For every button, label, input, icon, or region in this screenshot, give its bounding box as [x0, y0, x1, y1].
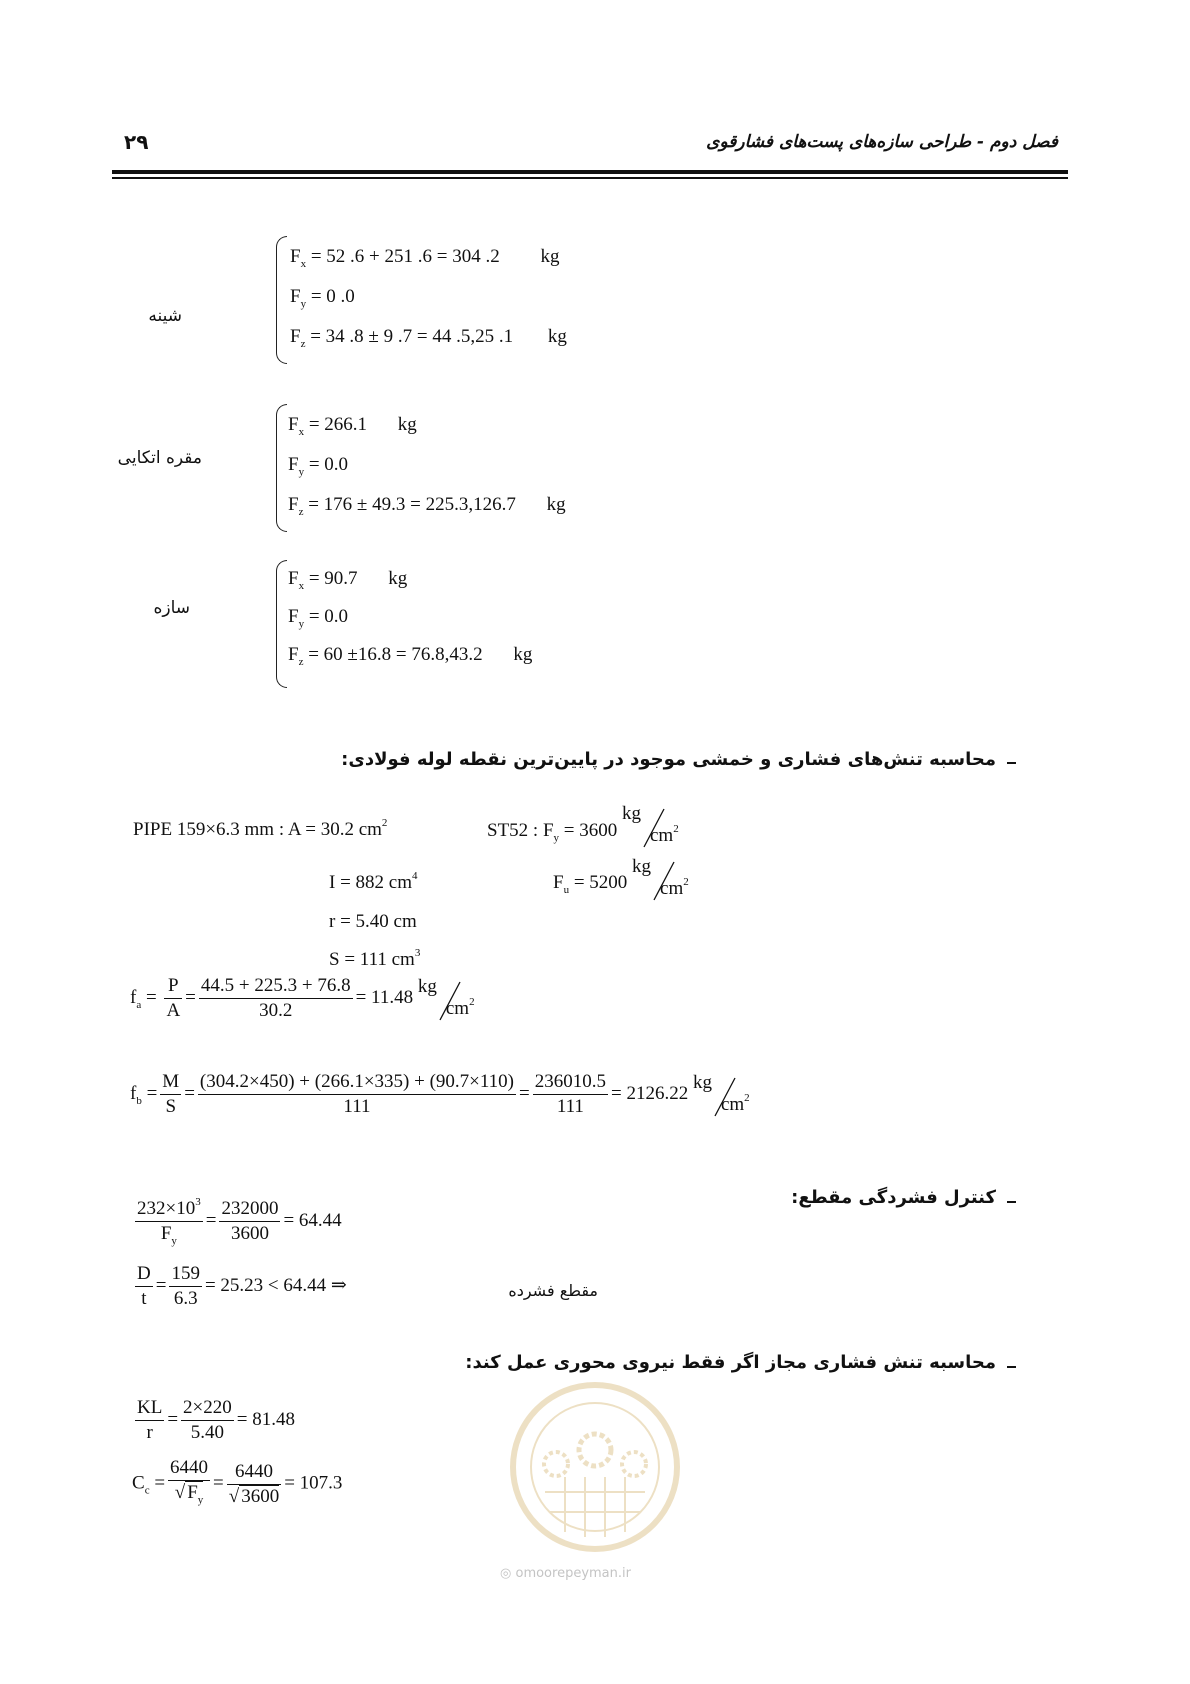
fy-line: $F_y = 0.0$ [288, 454, 349, 478]
section-heading-compactness: کنترل فشردگی مقطع: [791, 1187, 996, 1208]
chapter-title: فصل دوم - طراحی سازه‌های پست‌های فشارقوی [706, 132, 1058, 152]
fraction-p-over-a: $\frac{P}{A}$ [166, 975, 181, 1021]
compact-section-note: مقطع فشرده [508, 1281, 598, 1300]
force-group-busbar [0, 236, 1190, 366]
force-group-structure [0, 560, 1190, 690]
fx-line: $F_x = 90.7$ kg [288, 568, 408, 592]
unit-kg-per-cm2: kg $cm^2$ [692, 1071, 750, 1115]
pipe-properties-line: PIPE 159×6.3 mm : A = 30.2 $cm^2$ [133, 817, 388, 840]
inertia-line: I = 882 $cm^4$ [329, 870, 418, 893]
compactness-limit-equation: $\frac{232\times 10^3}{F_y}$ = $\frac{232000}{3600}$ = 64.44 [132, 1190, 342, 1253]
fz-line: $F_z = 176 \pm 49.3 = 225.3,126.7$ kg [288, 494, 566, 518]
bullet-dash [1007, 1201, 1016, 1203]
fraction-232e3-over-fy: $\frac{232\times 10^3}{F_y}$ [135, 1190, 203, 1253]
section-modulus-line: S = 111 $cm^3$ [329, 947, 421, 970]
unit-kg-per-cm2: kg $cm^2$ [632, 856, 689, 899]
fraction-kl-over-r: $\frac{KL}{r}$ [137, 1397, 163, 1443]
slenderness-equation: $\frac{KL}{r}$ = $\frac{2\times 220}{5.40}$ = 81.48 [137, 1397, 295, 1443]
steel-yield-line: ST52 : $F_y = 3600$ kg $cm^2$ [487, 803, 696, 849]
ultimate-strength-line: $F_u = 5200$ kg $cm^2$ [553, 856, 706, 902]
fraction-sum-over-s: $\frac{236010.5}{111}$ [534, 1071, 606, 1117]
watermark-url: ◎ omoorepeyman.ir [500, 1566, 631, 1581]
header-rule-thin [112, 177, 1068, 179]
bending-stress-equation: $f_b$ = $\frac{M}{S}$ = $\frac{(304.2\times 450) + (266.1\times 335) + (90.7\times 110)}{111}$ = $\frac{236010.5}{111}$ = 2126.22 kg $cm^2$ [130, 1070, 767, 1119]
left-brace [276, 560, 287, 688]
fx-line: $F_x = 266.1$ kg [288, 414, 417, 438]
header-rule-thick [112, 170, 1068, 174]
fraction-6440-over-sqrt-fy: $\frac{6440}{√ F_y}$ [170, 1457, 209, 1506]
force-group-insulator [0, 404, 1190, 534]
fraction-moments-over-s: $\frac{(304.2\times 450) + (266.1\times 335) + (90.7\times 110)}{111}$ [199, 1071, 515, 1117]
d-over-t-equation: $\frac{D}{t}$ = $\frac{159}{6.3}$ = 25.23 < 64.44 ⇒ [137, 1263, 347, 1309]
page-number: ۲۹ [124, 130, 149, 154]
left-brace [276, 404, 287, 532]
at-icon: ◎ [500, 1566, 512, 1581]
group-label: مقره اتکایی [117, 448, 202, 468]
unit-kg-per-cm2: kg $cm^2$ [417, 975, 475, 1019]
fx-line: $F_x = 52$ .6 + 251 .6 = 304 .2 kg [290, 246, 560, 270]
left-brace [276, 236, 287, 364]
fraction-232000-over-3600: $\frac{232000}{3600}$ [221, 1198, 279, 1244]
group-label: شینه [148, 306, 182, 326]
cc-equation: $C_c$ = $\frac{6440}{√ F_y}$ = $\frac{6440}{√ 3600}$ = 107.3 [132, 1456, 342, 1512]
watermark-seal [490, 1372, 700, 1562]
section-heading-allowable: محاسبه تنش فشاری مجاز اگر فقط نیروی محوری عمل کند: [465, 1352, 996, 1373]
fraction-m-over-s: $\frac{M}{S}$ [162, 1071, 180, 1117]
fraction-6440-over-sqrt-3600: $\frac{6440}{√ 3600}$ [228, 1460, 280, 1507]
axial-stress-equation: $f_a$ = $\frac{P}{A}$ = $\frac{44.5 + 225.3 + 76.8}{30.2}$ = 11.48 kg $cm^2$ [130, 974, 492, 1023]
unit-kg-per-cm2: kg $cm^2$ [622, 803, 679, 846]
fraction-2x220-over-5.40: $\frac{2\times 220}{5.40}$ [183, 1397, 232, 1443]
fz-line: $F_z = 60 \pm 16.8 = 76.8,43.2$ kg [288, 644, 533, 668]
fz-line: $F_z = 34$ .8 ± 9 .7 = 44 .5,25 .1 kg [290, 326, 567, 350]
bullet-dash [1007, 1366, 1016, 1368]
fraction-d-over-t: $\frac{D}{t}$ [137, 1263, 151, 1309]
page-header [112, 118, 1068, 182]
fraction-forces-over-area: $\frac{44.5 + 225.3 + 76.8}{30.2}$ [200, 975, 351, 1021]
bullet-dash [1007, 762, 1016, 764]
fy-line: $F_y = 0$ .0 [290, 286, 355, 310]
section-heading-stresses: محاسبه تنش‌های فشاری و خمشی موجود در پایین‌ترین نقطه لوله فولادی: [341, 749, 996, 770]
fraction-159-over-6.3: $\frac{159}{6.3}$ [171, 1263, 200, 1309]
radius-line: r = 5.40 cm [329, 911, 417, 932]
group-label: سازه [153, 598, 190, 618]
fy-line: $F_y = 0.0$ [288, 606, 349, 630]
